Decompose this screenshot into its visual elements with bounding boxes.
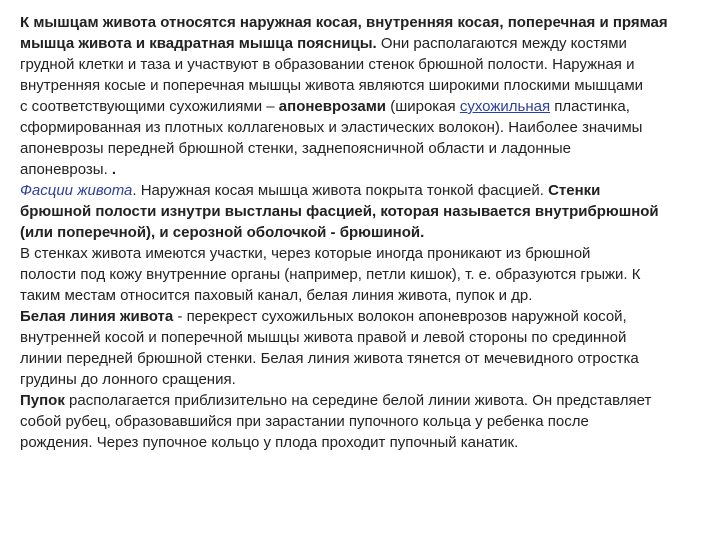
text-run: апоневрозы.: [20, 161, 112, 178]
text-line: [20, 159, 710, 180]
text-run: полости под кожу внутренние органы (например, петли кишок), т. е. образуются грыжи. К: [20, 266, 641, 283]
text-line: [20, 138, 710, 159]
text-run: мышца живота и квадратная мышца поясницы.: [20, 35, 377, 52]
text-run: брюшной полости изнутри выстланы фасцией, которая называется внутрибрюшной: [20, 203, 659, 220]
text-run: линии передней брюшной стенки. Белая линия живота тянется от мечевидного отростка: [20, 350, 639, 367]
text-run: рождения. Через пупочное кольцо у плода проходит пупочный канатик.: [20, 434, 519, 451]
text-run: внутренняя косые и поперечная мышцы живота являются широкими плоскими мышцами: [20, 77, 644, 94]
text-run: Белая линия живота: [20, 308, 174, 325]
text-line: [20, 54, 710, 75]
text-line: [20, 75, 710, 96]
text-line: [20, 243, 710, 264]
text-line: [20, 117, 710, 138]
text-line: [20, 33, 710, 54]
text-run: апоневрозами: [278, 98, 387, 115]
text-line: [20, 180, 710, 201]
text-run: . Наружная косая мышца живота покрыта тонкой фасцией.: [132, 182, 549, 199]
text-line: [20, 201, 710, 222]
text-line: [20, 285, 710, 306]
text-run: (широкая: [386, 98, 460, 115]
text-line: [20, 96, 710, 117]
text-run: - перекрест сухожильных волокон апоневрозов наружной косой,: [173, 308, 627, 325]
text-line: [20, 12, 710, 33]
text-run: В стенках живота имеются участки, через которые иногда проникают из брюшной: [20, 245, 591, 262]
text-run: сформированная из плотных коллагеновых и эластических волокон). Наиболее значимы: [20, 119, 643, 136]
text-run: апоневрозы передней брюшной стенки, заднепоясничной области и ладонные: [20, 140, 572, 157]
text-run: Пупок: [20, 392, 65, 409]
text-line: [20, 411, 710, 432]
text-line: [20, 390, 710, 411]
text-line: [20, 306, 710, 327]
text-run: пластинка,: [550, 98, 630, 115]
text-run: располагается приблизительно на середине белой линии живота. Он представляет: [64, 392, 652, 409]
text-line: [20, 432, 710, 453]
text-run: таким местам относится паховый канал, белая линия живота, пупок и др.: [20, 287, 533, 304]
document-text: [20, 12, 710, 453]
text-run: грудной клетки и таза и участвуют в образовании стенок брюшной полости. Наружная и: [20, 56, 635, 73]
text-run: Они располагаются между костями: [376, 35, 627, 52]
section-heading: Фасции живота: [20, 182, 133, 199]
text-run: грудины до лонного сращения.: [20, 371, 236, 388]
text-line: [20, 222, 710, 243]
text-run: .: [111, 161, 117, 178]
inline-link[interactable]: сухожильная: [459, 98, 551, 115]
text-line: [20, 348, 710, 369]
text-line: [20, 264, 710, 285]
text-run: с соответствующими сухожилиями –: [20, 98, 279, 115]
text-run: собой рубец, образовавшийся при зарастании пупочного кольца у ребенка после: [20, 413, 589, 430]
text-run: внутренней косой и поперечной мышцы живота правой и левой стороны по срединной: [20, 329, 627, 346]
text-line: [20, 327, 710, 348]
text-line: [20, 369, 710, 390]
text-run: (или поперечной), и серозной оболочкой - брюшиной.: [20, 224, 425, 241]
text-run: К мышцам живота относятся наружная косая, внутренняя косая, поперечная и прямая: [20, 14, 668, 31]
text-run: Стенки: [548, 182, 601, 199]
